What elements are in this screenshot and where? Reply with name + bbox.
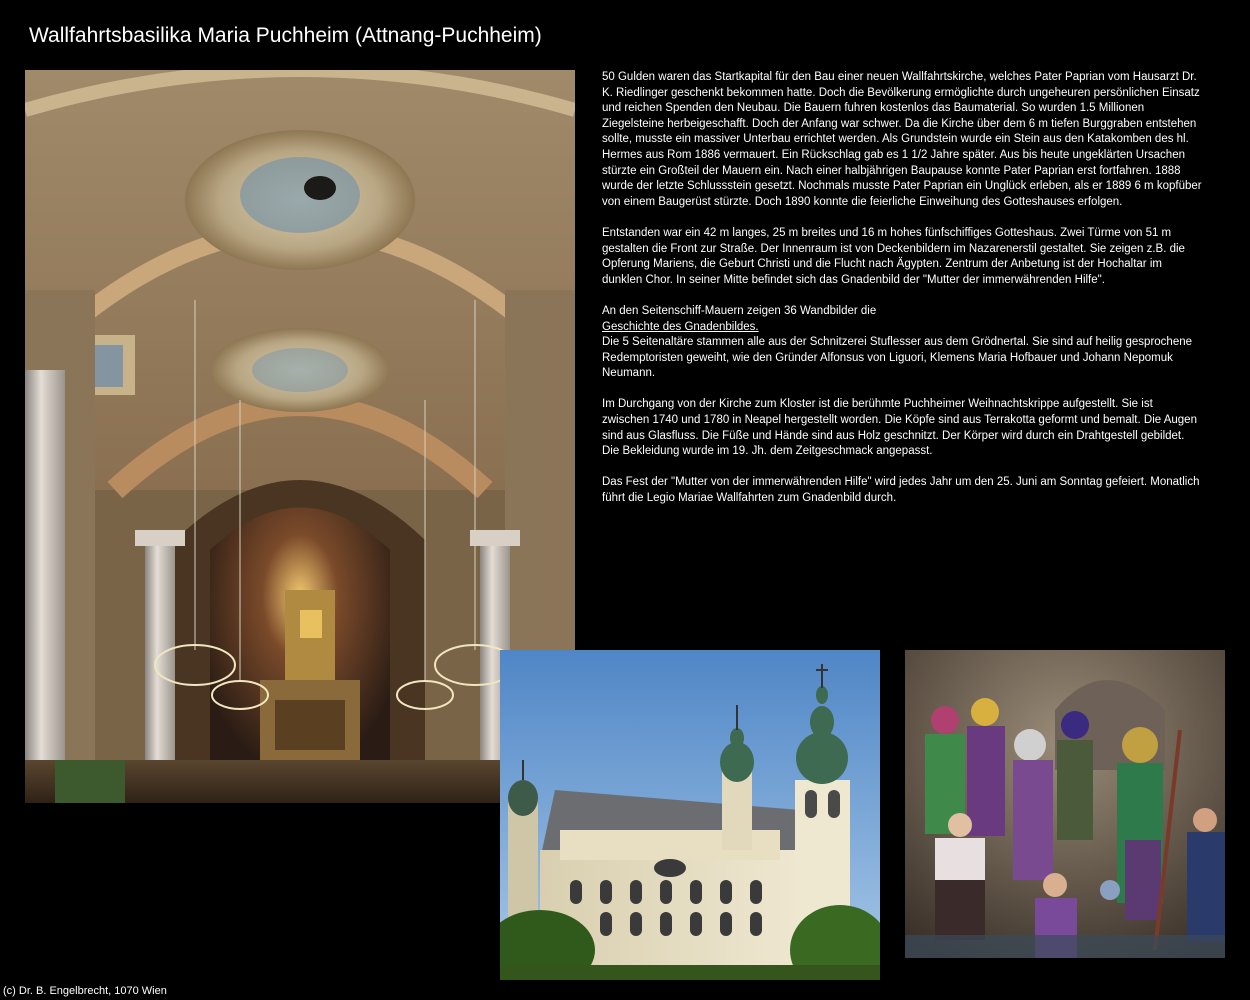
paragraph-construction: 50 Gulden waren das Startkapital für den Bau einer neuen Wallfahrtskirche, welches Pater Paprian vom Hausarzt Dr. K. Riedlinger geschenkt bekommen hatte. Doch die Bevölkerung ermöglichte durch ungeheuren persönlichen Einsatz und reichen Spenden den Neubau. Die Bauern fuhren kostenlos das Baumaterial. So wurden 1.5 Millionen Ziegelsteine herbeigeschafft. Doch der Anfang war schwer. Da die Kirche über dem 6 m tiefen Burggraben entstehen sollte, musste ein massiver Unterbau errichtet werden. Als Grundstein wurde ein Stein aus den Katakomben des hl. Hermes aus Rom 1886 vermauert. Ein Rückschlag gab es 1 1/2 Jahre später. Aus bis heute ungeklärten Ursachen stürzte ein Großteil der Mauern ein. Nach einer halbjährigen Baupause konnte Pater Paprian erst fortfahren. 1888 wurde der letzte Schlussstein gesetzt. Nochmals musste Pater Paprian ein Unglück erleben, als er 1889 6 m kopfüber von einem Baugerüst stürzte. Doch 1890 konnte die feierliche Einweihung des Gotteshauses erfolgen. (602, 71, 1202, 208)
paragraph-nativity-crib: Im Durchgang von der Kirche zum Kloster ist die berühmte Puchheimer Weihnachtskrippe aufgestellt. Sie ist zwischen 1740 und 1780 in Neapel hergestellt worden. Die Köpfe sind aus Terrakotta geformt und bemalt. Die Augen sind aus Glasfluss. Die Füße und Hände sind aus Holz geschnitzt. Der Körper wird durch ein Drahtgestell gebildet. Die Bekleidung wurde im 19. Jh. dem Zeitgeschmack angepasst. (602, 398, 1197, 458)
exterior-image (500, 650, 880, 980)
paragraph-building: Entstanden war ein 42 m langes, 25 m breites und 16 m hohes fünfschiffiges Gotteshaus. Zwei Türme von 51 m gestalten die Front zur Straße. Der Innenraum ist von Deckenbildern im Nazarenerstil gestaltet. Sie zeigen z.B. die Opferung Mariens, die Geburt Christi und die Flucht nach Ägypten. Zentrum der Anbetung ist der Hochaltar im dunklen Chor. In seiner Mitte befindet sich das Gnadenbild der "Mutter der immerwährenden Hilfe". (602, 226, 1185, 286)
paragraph-side-altars-text: Die 5 Seitenaltäre stammen alle aus der Schnitzerei Stuflesser aus dem Grödnertal. Sie sind auf heilig gesprochene Redemptoristen geweiht, wie den Gründer Alfonsus von Liguori, Klemens Maria Hofbauer und Johann Nepomuk Neumann. (602, 336, 1193, 380)
page-title: Wallfahrtsbasilika Maria Puchheim (Attnang-Puchheim) (29, 24, 542, 47)
link-history-of-miraculous-image[interactable]: Geschichte des Gnadenbildes. (602, 320, 759, 333)
paragraph-feast: Das Fest der "Mutter von der immerwährenden Hilfe" wird jedes Jahr um den 25. Juni am Sonntag gefeiert. Monatlich führt die Legio Mariae Wallfahrten zum Gnadenbild durch. (602, 476, 1200, 505)
paragraph-side-altars (602, 304, 1202, 382)
crib-image (905, 650, 1225, 958)
paragraph-wall-paintings-intro: An den Seitenschiff-Mauern zeigen 36 Wandbilder die (602, 304, 877, 317)
interior-image (25, 70, 575, 803)
photo-exterior (500, 650, 880, 980)
article-text (602, 70, 1202, 522)
copyright-footer: (c) Dr. B. Engelbrecht, 1070 Wien (3, 985, 167, 997)
photo-interior (25, 70, 575, 803)
photo-nativity-crib (905, 650, 1225, 958)
